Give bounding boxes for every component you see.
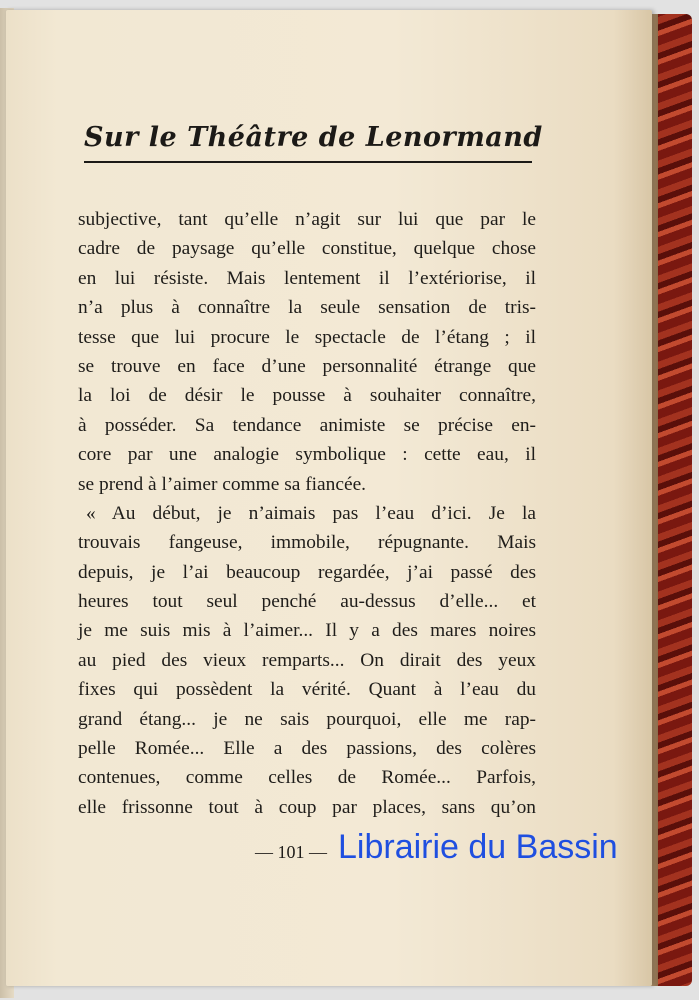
text-line: trouvais fangeuse, immobile, répugnante. Mais	[78, 532, 536, 554]
text-line: à posséder. Sa tendance animiste se précise en-	[78, 414, 536, 436]
text-line: heures tout seul penché au-dessus d’elle... et	[78, 591, 536, 613]
header-rule	[84, 161, 532, 163]
text-line: core par une analogie symbolique : cette eau, il	[78, 444, 536, 466]
page-number: — 101 —	[255, 842, 327, 862]
text-line: pelle Romée... Elle a des passions, des colères	[78, 738, 536, 760]
text-line: grand étang... je ne sais pourquoi, elle me rap-	[78, 708, 536, 730]
text-line: « Au début, je n’aimais pas l’eau d’ici. Je la	[86, 502, 536, 524]
watermark: Librairie du Bassin	[338, 828, 618, 866]
text-line: depuis, je l’ai beaucoup regardée, j’ai passé des	[78, 561, 536, 583]
running-header	[84, 122, 543, 163]
text-line: subjective, tant qu’elle n’agit sur lui que par le	[78, 209, 536, 230]
text-line: la loi de désir le pousse à souhaiter connaître,	[78, 385, 536, 407]
running-header-title: Sur le Théâtre de Lenormand	[84, 122, 543, 153]
text-line: cadre de paysage qu’elle constitue, quelque chose	[78, 238, 536, 260]
text-line: tesse que lui procure le spectacle de l’étang ; il	[78, 326, 536, 348]
text-line: se prend à l’aimer comme sa fiancée.	[78, 473, 367, 495]
body-text	[78, 205, 536, 822]
text-line: elle frissonne tout à coup par places, sans qu’on	[78, 796, 536, 818]
text-line: en lui résiste. Mais lentement il l’extériorise, il	[78, 267, 536, 289]
text-line: je me suis mis à l’aimer... Il y a des mares noires	[78, 620, 536, 642]
text-line: fixes qui possèdent la vérité. Quant à l’eau du	[78, 679, 536, 701]
text-line: contenues, comme celles de Romée... Parfois,	[78, 767, 536, 789]
text-line: se trouve en face d’une personnalité étrange que	[78, 355, 536, 377]
text-line: n’a plus à connaître la seule sensation de tris-	[78, 297, 536, 319]
text-line: au pied des vieux remparts... On dirait des yeux	[78, 649, 536, 671]
